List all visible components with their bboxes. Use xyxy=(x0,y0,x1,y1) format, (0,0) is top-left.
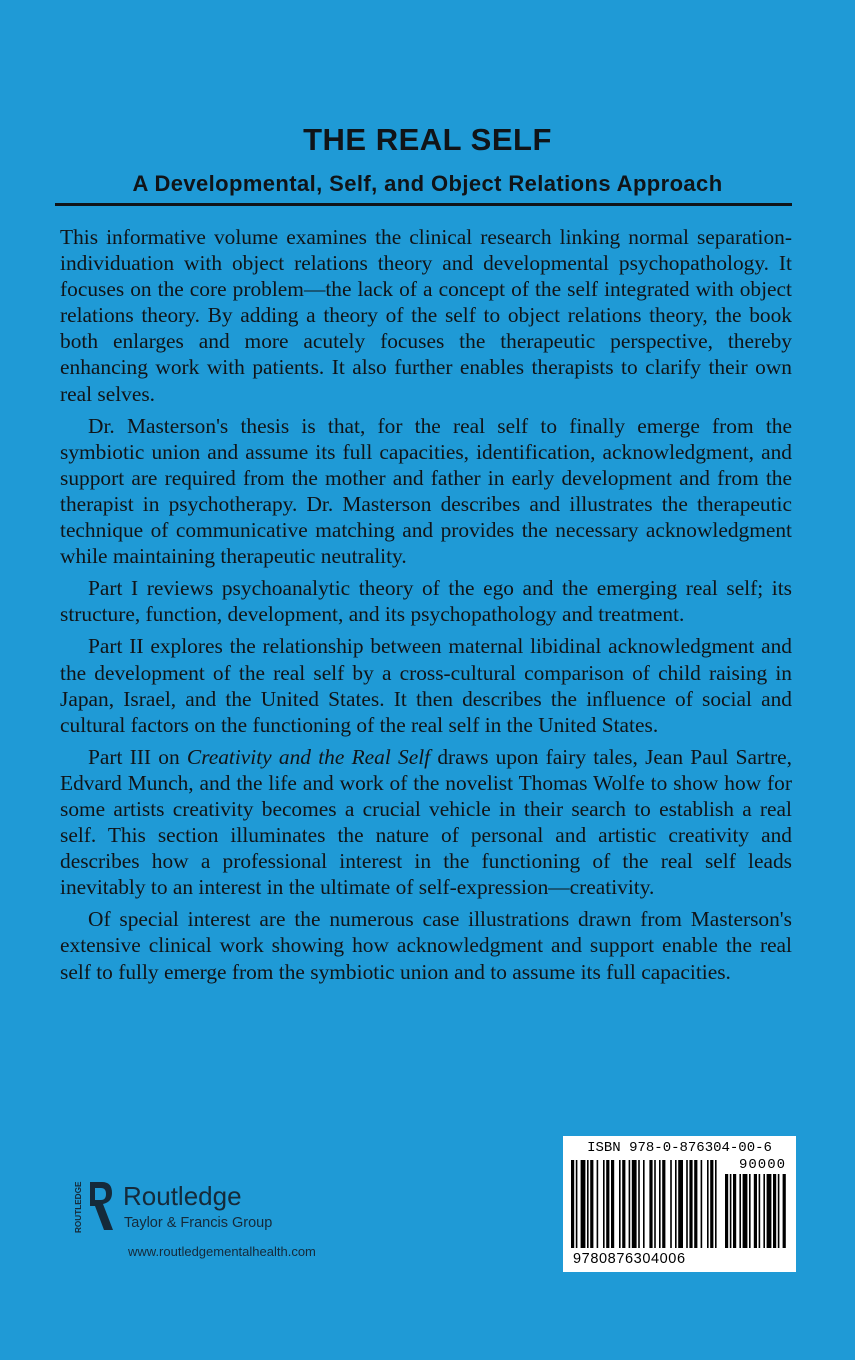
addon-bar xyxy=(733,1174,736,1248)
barcode-bar xyxy=(689,1160,692,1248)
barcode-bars xyxy=(569,1160,791,1252)
addon-bar xyxy=(730,1174,732,1248)
publisher-name: Routledge xyxy=(123,1181,242,1211)
barcode-bar xyxy=(649,1160,652,1248)
barcode-bar xyxy=(606,1160,609,1248)
description-paragraph-5 xyxy=(60,744,792,901)
barcode-bar xyxy=(632,1160,637,1248)
addon-bar xyxy=(743,1174,748,1248)
addon-bar xyxy=(759,1174,761,1248)
description-paragraph-3: Part I reviews psychoanalytic theory of the ego and the emerging real self; its structure, function, development, and its psychopathology and treatment. xyxy=(60,576,792,627)
barcode-bar xyxy=(643,1160,645,1248)
barcode-bar xyxy=(603,1160,605,1248)
addon-bar xyxy=(749,1174,751,1248)
routledge-r-logo-icon xyxy=(68,1178,118,1238)
book-title: THE REAL SELF xyxy=(303,122,552,157)
section-title-italic: Creativity and the Real Self xyxy=(186,744,431,769)
barcode-bar xyxy=(715,1160,717,1248)
barcode-bar xyxy=(622,1160,625,1248)
description-paragraph-6: Of special interest are the numerous case illustrations drawn from Masterson's extensive clinical work showing how acknowledgment and support enable the real self to fully emerge from the symbiotic union and to assume its full capacities. xyxy=(60,907,792,984)
barcode-bar xyxy=(597,1160,599,1248)
barcode-bar xyxy=(576,1160,578,1248)
barcode-bar xyxy=(675,1160,677,1248)
barcode-bar xyxy=(590,1160,593,1248)
addon-bar xyxy=(783,1174,786,1248)
addon-bar xyxy=(778,1174,780,1248)
barcode-bar xyxy=(662,1160,665,1248)
addon-bar xyxy=(754,1174,757,1248)
publisher-website: www.routledgementalhealth.com xyxy=(128,1244,316,1259)
book-description xyxy=(60,224,792,991)
addon-bar xyxy=(767,1174,772,1248)
description-paragraph-4: Part II explores the relationship between maternal libidinal acknowledgment and the development of the real self by a cross-cultural comparison of child raising in Japan, Israel, and the United States. It then describes the influence of social and cultural factors on the functioning of the real self in the United States. xyxy=(60,634,792,737)
title-divider xyxy=(55,203,792,206)
barcode-bar xyxy=(694,1160,697,1248)
barcode-bar xyxy=(707,1160,709,1248)
barcode-bar xyxy=(619,1160,621,1248)
addon-bar xyxy=(773,1174,776,1248)
description-paragraph-2: Dr. Masterson's thesis is that, for the real self to finally emerge from the symbiotic union and assume its full capacities, identification, acknowledgment, and support are required from the mother and father in early development and from the therapist in psychotherapy. Dr. Masterson describes and illustrates the therapeutic technique of communicative matching and provides the necessary acknowledgment while maintaining therapeutic neutrality. xyxy=(60,413,792,569)
barcode-bar xyxy=(581,1160,586,1248)
addon-bar xyxy=(763,1174,765,1248)
barcode-bar xyxy=(571,1160,574,1248)
publisher-group: Taylor & Francis Group xyxy=(124,1215,273,1231)
isbn-barcode xyxy=(563,1136,796,1272)
barcode-bar xyxy=(678,1160,683,1248)
barcode-bar xyxy=(638,1160,640,1248)
barcode-bar xyxy=(587,1160,589,1248)
barcode-bar xyxy=(701,1160,703,1248)
barcode-bar xyxy=(611,1160,614,1248)
isbn-number: 9780876304006 xyxy=(573,1251,686,1267)
barcode-bar xyxy=(659,1160,661,1248)
book-subtitle: A Developmental, Self, and Object Relations Approach xyxy=(132,171,723,196)
addon-bar xyxy=(725,1174,728,1248)
barcode-bar xyxy=(710,1160,713,1248)
barcode-bar xyxy=(629,1160,631,1248)
description-paragraph-1: This informative volume examines the clinical research linking normal separation-individuation with object relations theory and developmental psychopathology. It focuses on the core problem—the lack of a concept of the self integrated with object relations theory. By adding a theory of the self to object relations theory, the book both enlarges and more acutely focuses the therapeutic perspective, thereby enhancing work with patients. It also further enables therapists to clarify their own real selves. xyxy=(60,225,792,406)
barcode-bar xyxy=(670,1160,672,1248)
addon-bar xyxy=(739,1174,741,1248)
logo-vertical-text: ROUTLEDGE xyxy=(74,1181,83,1233)
barcode-bar xyxy=(686,1160,688,1248)
barcode-bar xyxy=(654,1160,656,1248)
price-addon-code: 90000 xyxy=(738,1157,786,1173)
paragraph-5-lead: Part III on xyxy=(88,744,187,769)
paragraph-5-rest: draws upon fairy tales, Jean Paul Sartre, Edvard Munch, and the life and work of the novelist Thomas Wolfe to show how for some artists creativity becomes a crucial vehicle in their search to establish a real self. This section illuminates the nature of personal and artistic creativity and describes how a professional interest in the functioning of the real self leads inevitably to an interest in the ultimate of self-expression—creativity. xyxy=(60,744,792,900)
isbn-label: ISBN 978-0-876304-00-6 xyxy=(587,1140,772,1156)
